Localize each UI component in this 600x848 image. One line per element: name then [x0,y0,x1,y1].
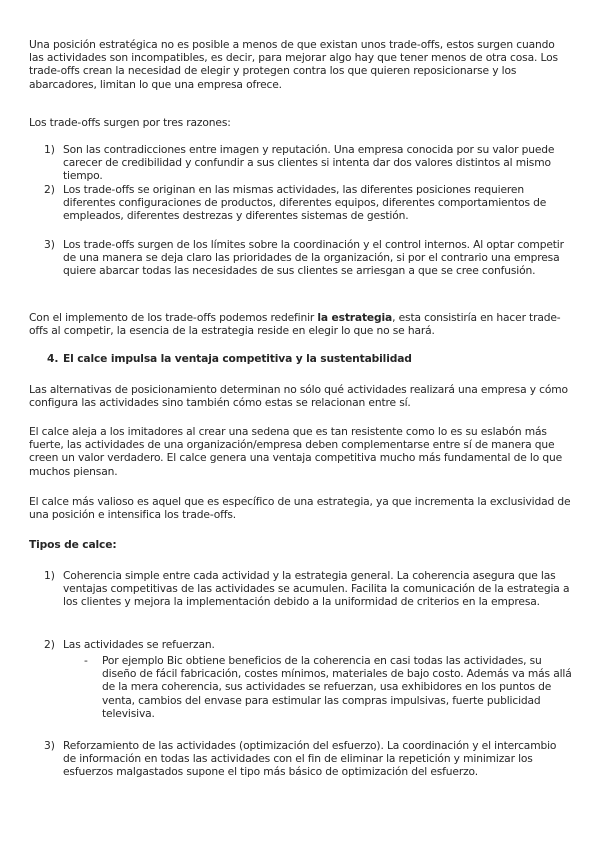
tipo-3-text: Reforzamiento de las actividades (optimización del esfuerzo). La coordinación y el intercambio de información en todas las actividades con el fin de eliminar la repetición y minimizar los esfuerzos malgastados supone el tipo más básico de optimización del esfuerzo. [63,739,557,779]
tipos-heading: Tipos de calce: [29,538,117,551]
section-4-heading: El calce impulsa la ventaja competitiva y la sustentabilidad [63,352,412,365]
tipo-1-number: 1) [44,569,55,582]
alternatives-paragraph: Las alternativas de posicionamiento determinan no sólo qué actividades realizará una empresa y cómo configura las actividades sino también cómo estas se relacionan entre sí. [29,383,568,410]
reason-3-number: 3) [44,238,55,251]
redefine-paragraph: Con el implemento de los trade-offs podemos redefinir la estrategia, esta consistiría en hacer trade-offs al competir, la esencia de la estrategia reside en elegir lo que no se hará. [29,311,561,338]
calce-paragraph-1: El calce aleja a los imitadores al crear una sedena que es tan resistente como lo es su eslabón más fuerte, las actividades de una organización/empresa deben complementarse entre sí de manera que creen un valor verdadero. El calce genera una ventaja competitiva mucho más fundamental de lo que muchos piensan. [29,425,563,478]
reason-3-text: Los trade-offs surgen de los límites sobre la coordinación y el control internos. Al optar competir de una manera se deja claro las prioridades de la organización, si por el contrario una empresa quiere abarcar todas las necesidades de sus clientes se arriesgan a que se cree confusión. [63,238,564,278]
tipo-3-number: 3) [44,739,55,752]
tipo-1-text: Coherencia simple entre cada actividad y la estrategia general. La coherencia asegura que las ventajas competitivas de las actividades se acumulen. Facilita la comunicación de la estrategia a los clientes y mejora la implementación debido a la uniformidad de criterios en la empresa. [63,569,570,609]
tipo-2-sub-text: Por ejemplo Bic obtiene beneficios de la coherencia en casi todas las actividades, su diseño de fácil fabricación, costes mínimos, materiales de bajo costo. Además va más allá de la mera coherencia, sus actividades se refuerzan, usa exhibidores en los puntos de venta, cambios del envase para estimular las compras impulsivas, fuerte publicidad televisiva. [102,654,572,720]
tipo-2-text: Las actividades se refuerzan. [63,638,215,651]
intro-paragraph: Una posición estratégica no es posible a menos de que existan unos trade-offs, estos surgen cuando las actividades son incompatibles, es decir, para mejorar algo hay que tener menos de otra cosa. Los trade-offs crean la necesidad de elegir y protegen contra los que quieren reposicionarse y los abarcadores, limitan lo que una empresa ofrece. [29,38,558,91]
calce-paragraph-2: El calce más valioso es aquel que es específico de una estrategia, ya que incrementa la exclusividad de una posición e intensifica los trade-offs. [29,495,571,522]
strategy-bold-term: la estrategia [317,311,393,324]
reason-2-text: Los trade-offs se originan en las mismas actividades, las diferentes posiciones requieren diferentes configuraciones de productos, diferentes equipos, diferentes comportamientos de empleados, diferentes destrezas y diferentes sistemas de gestión. [63,183,547,223]
reason-1-text: Son las contradicciones entre imagen y reputación. Una empresa conocida por su valor puede carecer de credibilidad y confundir a sus clientes si intenta dar dos valores distintos al mismo tiempo. [63,143,555,183]
tipo-2-sub-dash: - [84,654,88,667]
reason-1-number: 1) [44,143,55,156]
section-4-number: 4. [47,352,59,365]
tipo-2-number: 2) [44,638,55,651]
reason-2-number: 2) [44,183,55,196]
reasons-intro: Los trade-offs surgen por tres razones: [29,116,231,129]
